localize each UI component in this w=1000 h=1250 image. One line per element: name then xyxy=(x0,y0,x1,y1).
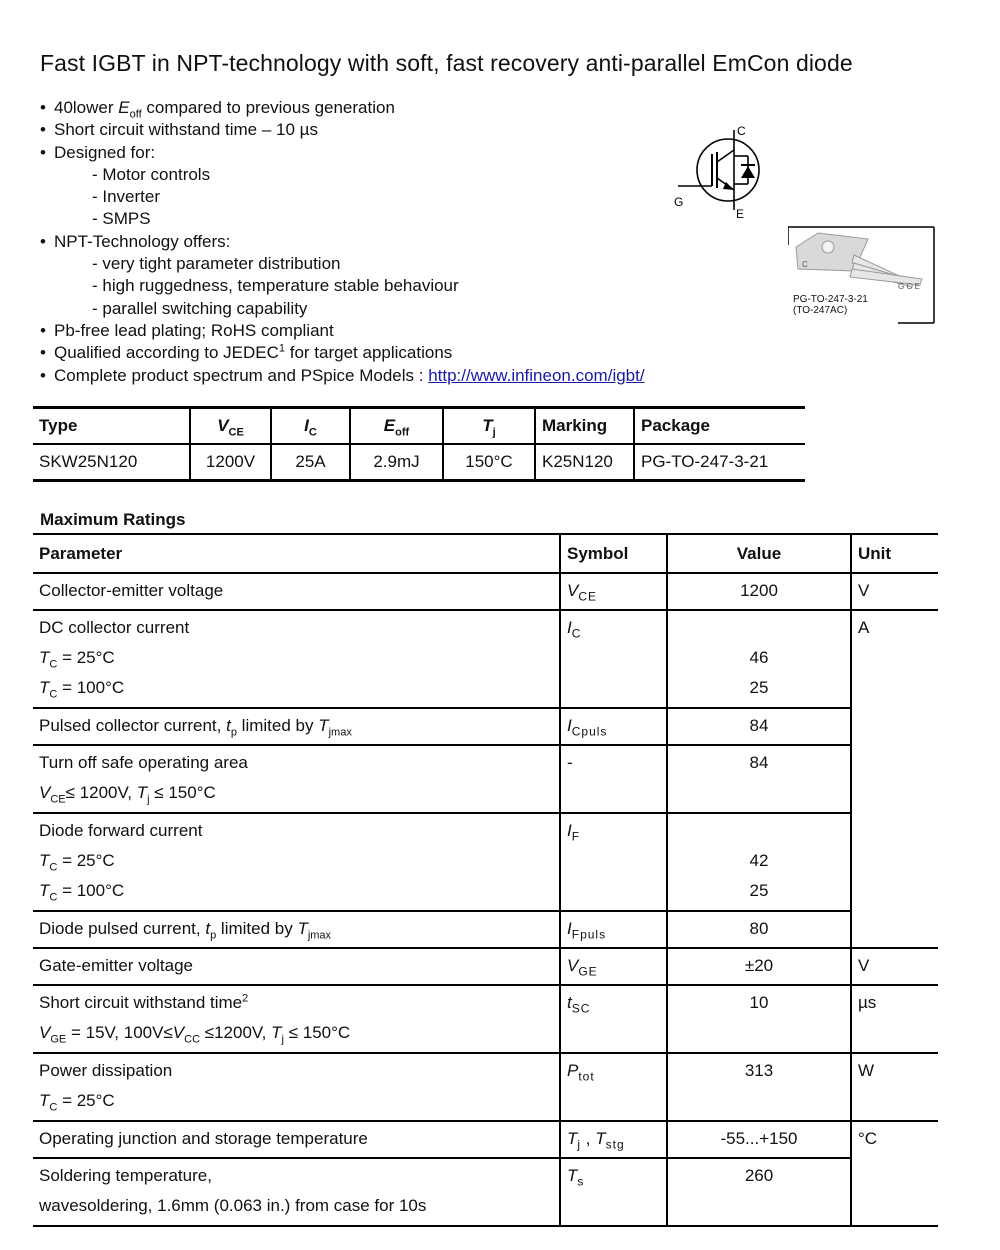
cell-package: PG-TO-247-3-21 xyxy=(634,444,805,481)
package-caption xyxy=(793,294,868,316)
symbol-cell: $I_F$ xyxy=(560,813,667,911)
summary-header-row xyxy=(33,408,805,445)
symbol-cell: $I_C$ xyxy=(560,610,667,708)
feature-subitem: - Inverter xyxy=(92,187,161,207)
feature-item: • 40lower $E_{off}$ compared to previous generation xyxy=(40,98,395,121)
footnote-ref: 1 xyxy=(278,342,286,355)
gate-label: G xyxy=(674,195,684,209)
rating-row xyxy=(33,948,938,985)
feature-item: • NPT-Technology offers: xyxy=(40,231,231,251)
value-cell: 260 xyxy=(667,1158,851,1226)
value-cell: 1200 xyxy=(667,573,851,610)
feature-text: Pb-free lead plating; RoHS compliant xyxy=(54,320,334,340)
header-ic: $I_C$ xyxy=(271,408,350,445)
header-unit: Unit xyxy=(851,534,938,573)
header-value: Value xyxy=(667,534,851,573)
feature-item: • Designed for: xyxy=(40,142,156,162)
header-type: Type xyxy=(39,416,78,435)
symbol-cell: $T_j$ , $T_{stg}$ xyxy=(560,1121,667,1158)
infineon-igbt-link[interactable]: http://www.infineon.com/igbt/ xyxy=(428,365,645,385)
unit-cell: W xyxy=(851,1053,938,1121)
value-cell: 313 xyxy=(667,1053,851,1121)
rating-row xyxy=(33,610,938,708)
summary-row xyxy=(33,444,805,481)
symbol-cell: $V_{GE}$ xyxy=(560,948,667,985)
parameter-cell: Gate-emitter voltage xyxy=(33,948,560,985)
value-cell: 84 xyxy=(667,708,851,745)
value-cell: ±20 xyxy=(667,948,851,985)
parameter-cell: Power dissipation $T_C = 25^\circ C$ xyxy=(33,1053,560,1121)
symbol-cell: $T_s$ xyxy=(560,1158,667,1226)
unit-cell: µs xyxy=(851,985,938,1053)
feature-item: • Short circuit withstand time – 10 µs xyxy=(40,120,318,140)
feature-text: Short circuit withstand time – 10 µs xyxy=(54,120,318,140)
value-cell: 46 25 xyxy=(667,610,851,708)
unit-cell: V xyxy=(851,573,938,610)
header-tj: $T_j$ xyxy=(443,408,535,445)
feature-text: for target applications xyxy=(285,343,453,363)
collector-link xyxy=(717,150,734,162)
feature-text: Designed for: xyxy=(54,142,156,162)
feature-text: Complete product spectrum and PSpice Models : xyxy=(54,365,429,385)
package-name: PG-TO-247-3-21 xyxy=(793,294,868,305)
rating-row xyxy=(33,1158,938,1226)
feature-text: 40lower xyxy=(54,98,119,117)
parameter-cell: Diode pulsed current, $t_p$ limited by $T_{jmax}$ xyxy=(33,911,560,948)
header-symbol: Symbol xyxy=(560,534,667,573)
unit-cell: °C xyxy=(851,1121,938,1226)
rating-row xyxy=(33,911,938,948)
emitter-label: E xyxy=(736,207,745,220)
parameter-cell: Soldering temperature, wavesoldering, 1.6mm (0.063 in.) from case for 10s xyxy=(33,1158,560,1226)
value-cell: 80 xyxy=(667,911,851,948)
rating-row xyxy=(33,745,938,813)
feature-text: NPT-Technology offers: xyxy=(54,231,231,251)
ratings-header-row xyxy=(33,534,938,573)
feature-text: compared to previous generation xyxy=(141,98,395,117)
rating-row xyxy=(33,813,938,911)
package-mount-hole xyxy=(822,241,834,253)
rating-row xyxy=(33,985,938,1053)
feature-subitem: - Motor controls xyxy=(92,164,211,184)
parameter-cell: Pulsed collector current, $t_p$ limited by $T_{jmax}$ xyxy=(33,708,560,745)
rating-row xyxy=(33,708,938,745)
symbol-cell: $I_{Cpuls}$ xyxy=(560,708,667,745)
cell-type: SKW25N120 xyxy=(39,452,138,471)
feature-subitem: - very tight parameter distribution xyxy=(92,254,341,274)
cell-ic: 25A xyxy=(271,444,350,481)
parameter-cell: Turn off safe operating area $V_{CE}\le 1200V$, $T_j \le 150^\circ C$ xyxy=(33,745,560,813)
unit-cell: V xyxy=(851,948,938,985)
header-eoff: $E_{off}$ xyxy=(350,408,443,445)
value-cell: 84 xyxy=(667,745,851,813)
maximum-ratings-table xyxy=(33,533,938,1227)
unit-cell: A xyxy=(851,610,938,948)
igbt-circuit-symbol xyxy=(668,120,768,220)
package-tab-label: C xyxy=(802,260,808,269)
header-vce: $V_{CE}$ xyxy=(190,408,271,445)
feature-subitem: - high ruggedness, temperature stable behaviour xyxy=(92,276,459,296)
feature-subitem: - parallel switching capability xyxy=(92,298,308,318)
symbol-cell: - xyxy=(560,745,667,813)
parameter-cell: DC collector current $T_C = 25^\circ C$ $T_C = 100^\circ C$ xyxy=(33,610,560,708)
feature-item: • Complete product spectrum and PSpice Models : http://www.infineon.com/igbt/ xyxy=(40,365,645,385)
feature-item: • Pb-free lead plating; RoHS compliant xyxy=(40,320,334,340)
feature-subscript: off xyxy=(129,108,142,121)
feature-symbol: E xyxy=(118,98,130,117)
parameter-cell: Operating junction and storage temperature xyxy=(33,1121,560,1158)
parameter-cell: Diode forward current $T_C = 25^\circ C$ $T_C = 100^\circ C$ xyxy=(33,813,560,911)
parameter-cell: Collector-emitter voltage xyxy=(33,573,560,610)
diode-triangle xyxy=(741,166,755,178)
header-package: Package xyxy=(634,408,805,445)
cell-vce: 1200V xyxy=(190,444,271,481)
value-cell: 10 xyxy=(667,985,851,1053)
document-title: Fast IGBT in NPT-technology with soft, fast recovery anti-parallel EmCon diode xyxy=(40,50,853,76)
parameter-cell: Short circuit withstand time$^2$ $V_{GE} = 15V$, $100V\le V_{CC} \le 1200V$, $T_j \le 150^\circ C$ xyxy=(33,985,560,1053)
feature-subitem: - SMPS xyxy=(92,209,151,229)
product-summary-table xyxy=(33,406,805,482)
cell-tj: 150°C xyxy=(443,444,535,481)
rating-row xyxy=(33,1053,938,1121)
symbol-cell: $P_{tot}$ xyxy=(560,1053,667,1121)
value-cell: -55...+150 xyxy=(667,1121,851,1158)
cell-eoff: 2.9mJ xyxy=(350,444,443,481)
value-cell: 42 25 xyxy=(667,813,851,911)
package-pin-labels: G C E xyxy=(898,282,920,291)
feature-text: Qualified according to JEDEC xyxy=(54,343,279,363)
collector-label: C xyxy=(737,124,746,138)
rating-row xyxy=(33,573,938,610)
package-alt-name: (TO-247AC) xyxy=(793,305,848,316)
symbol-cell: $I_{Fpuls}$ xyxy=(560,911,667,948)
cell-marking: K25N120 xyxy=(535,444,634,481)
symbol-cell: $t_{SC}$ xyxy=(560,985,667,1053)
feature-item: • Qualified according to JEDEC$^1$ for target applications xyxy=(40,342,453,363)
header-marking: Marking xyxy=(535,408,634,445)
header-parameter: Parameter xyxy=(39,543,123,563)
symbol-cell: $V_{CE}$ xyxy=(560,573,667,610)
section-title: Maximum Ratings xyxy=(40,510,186,529)
feature-list xyxy=(40,97,645,387)
rating-row xyxy=(33,1121,938,1158)
